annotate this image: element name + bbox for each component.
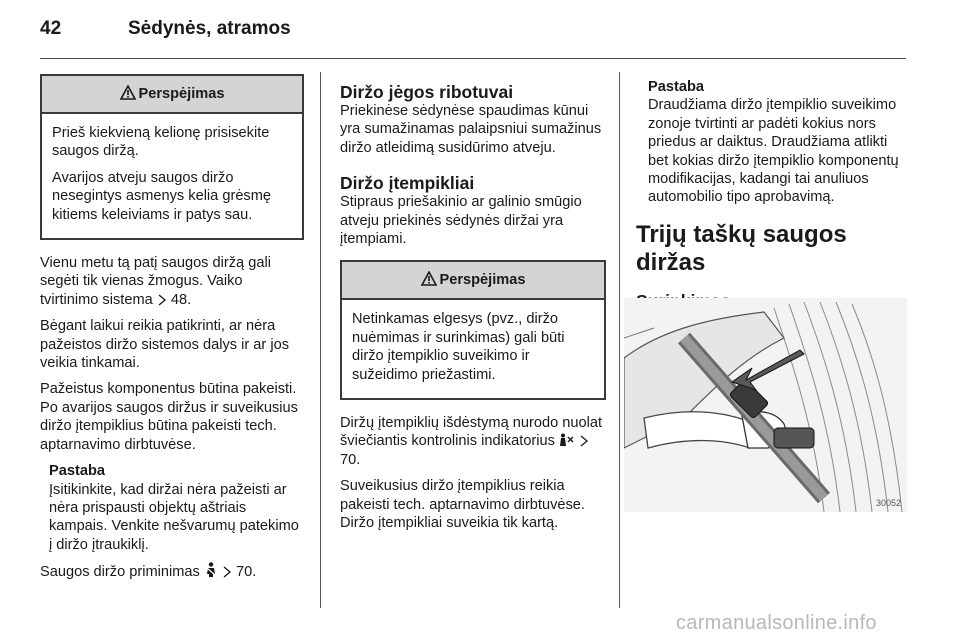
page-reference-arrow-icon	[579, 435, 589, 447]
airbag-tensioner-indicator-icon	[559, 433, 575, 447]
page-reference[interactable]: 70.	[235, 564, 257, 581]
seatbelt-reminder-icon	[204, 562, 218, 578]
figure-number: 30052	[875, 498, 901, 508]
belt-buckle	[774, 428, 814, 448]
column-3	[636, 78, 906, 311]
column-1	[40, 74, 304, 590]
warning-text: Netinkamas elgesys (pvz., diržo nuėmimas ir surinkimas) gali būti diržo įtempiklio suveikimo ir sužeidimo priežastimi.	[352, 311, 565, 383]
warning-triangle-icon	[421, 271, 437, 286]
section-heading: Diržo jėgos ribotuvai	[340, 82, 514, 102]
note-title: Pastaba	[49, 463, 105, 480]
page-header	[40, 18, 291, 40]
page-reference[interactable]: 70.	[340, 451, 361, 468]
warning-triangle-icon	[120, 85, 136, 100]
header-rule	[40, 58, 906, 59]
warning-title: Perspėjimas	[439, 272, 526, 289]
warning-title: Perspėjimas	[138, 86, 225, 102]
paragraph	[340, 414, 606, 469]
seatbelt-assembly-illustration	[624, 298, 907, 512]
warning-text: Prieš kiekvieną kelionę prisisekite saugos diržą.	[52, 125, 270, 160]
paragraph-text: Diržų įtempiklių išdėstymą nurodo nuolat šviečiantis kontrolinis indikatorius	[340, 415, 602, 450]
page-title: Sėdynės, atramos	[128, 18, 291, 39]
paragraph: Pažeistus komponentus būtina pakeisti. Po avarijos saugos diržus ir suveikusius diržo įtempiklius būtina pakeisti tech. aptarnavimo dirbtuvėse.	[40, 381, 298, 453]
note-block	[636, 78, 906, 207]
paragraph: Suveikusius diržo įtempiklius reikia pakeisti tech. aptarnavimo dirbtuvėse. Diržo įtempikliai suveikia tik kartą.	[340, 478, 585, 532]
note-title: Pastaba	[648, 79, 704, 95]
paragraph: Stipraus priešakinio ar galinio smūgio atveju priekinės sėdynės diržai yra įtempiami.	[340, 194, 582, 248]
column-2	[340, 82, 606, 541]
page-reference-arrow-icon	[222, 566, 232, 578]
paragraph: Priekinėse sėdynėse spaudimas kūnui yra sumažinamas palaipsniui sumažinus diržo atleidimą susidūrimo atveju.	[340, 103, 602, 156]
warning-text: Avarijos atveju saugos diržo nesegintys asmenys kelia grėsmę kitiems keleiviams ir patys sau.	[52, 169, 272, 223]
column-divider-2	[619, 72, 620, 608]
warning-body	[42, 114, 302, 238]
column-divider-1	[320, 72, 321, 608]
paragraph-text: Vienu metu tą patį saugos diržą gali segėti tik vienas žmogus. Vaiko tvirtinimo sistema	[40, 255, 271, 308]
page-reference[interactable]: 48.	[170, 291, 192, 308]
note-text: Draudžiama diržo įtempiklio suveikimo zonoje tvirtinti ar padėti kokius nors priedus ar daiktus. Draudžiama atlikti bet kokias diržo įtempiklio komponentų modifikacijas, kadangi tai anuliuos automobilio tipo aprobavimą.	[648, 97, 899, 206]
paragraph	[40, 254, 304, 309]
warning-body	[342, 300, 604, 398]
warning-box	[40, 74, 304, 240]
warning-box-header	[342, 262, 604, 300]
page-reference-arrow-icon	[157, 294, 167, 306]
note-block	[40, 462, 304, 554]
seatbelt-drawing	[624, 298, 907, 512]
warning-box	[340, 260, 606, 400]
paragraph: Bėgant laikui reikia patikrinti, ar nėra pažeistos diržo sistemos dalys ir ar jos veikia tinkamai.	[40, 318, 289, 372]
paragraph	[40, 562, 304, 581]
section-heading: Diržo įtempikliai	[340, 173, 475, 194]
watermark: carmanualsonline.info	[676, 612, 877, 634]
note-text: Įsitikinkite, kad diržai nėra pažeisti ar nėra prispausti objektų aštriais kampais. Venkite nešvarumų patekimo į diržo įtraukiklį.	[49, 481, 299, 553]
paragraph-text: Saugos diržo priminimas	[40, 564, 200, 581]
page-number: 42	[40, 18, 62, 39]
warning-box-header	[42, 76, 302, 114]
section-heading-large: Trijų taškų saugos diržas	[636, 220, 847, 276]
